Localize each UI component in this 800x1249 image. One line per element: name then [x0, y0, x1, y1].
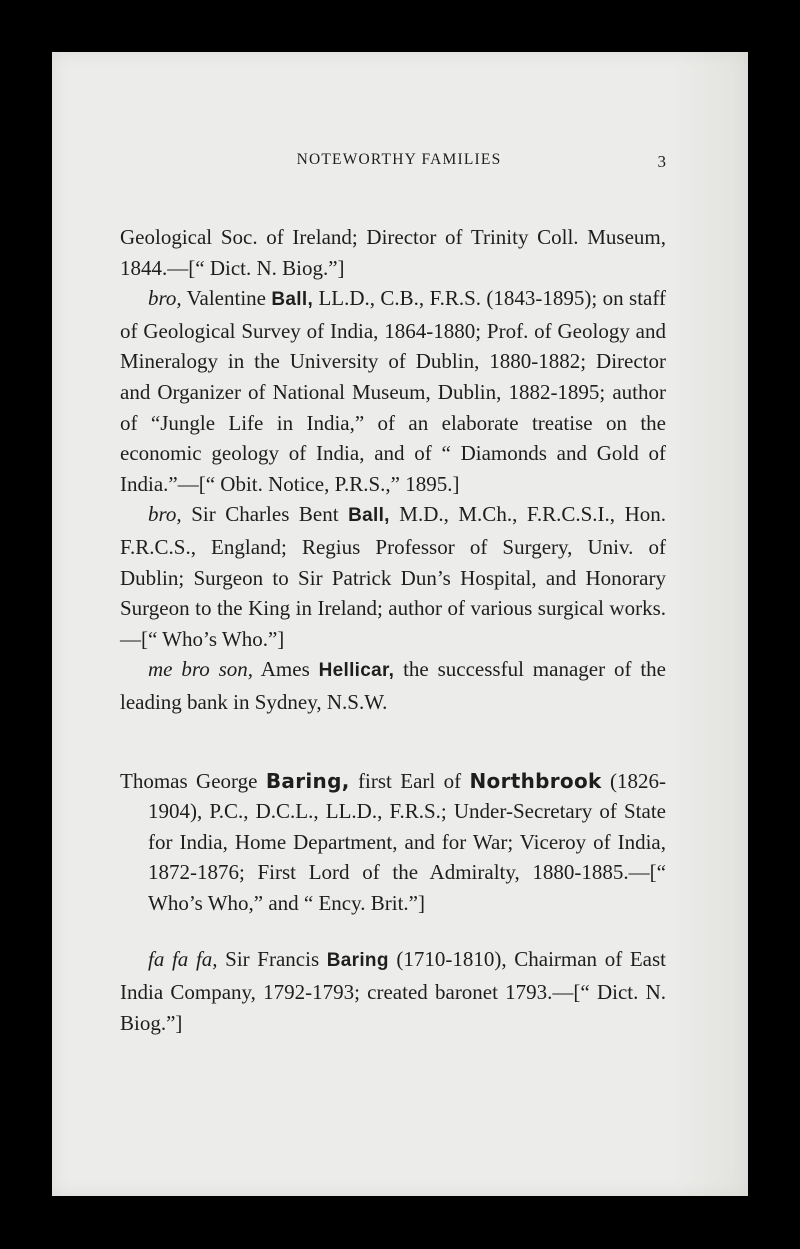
entry-ames-hellicar: me bro son, Ames Hellicar, the successful manager of the leading bank in Sydney, N.S.W. — [120, 657, 666, 714]
relation-label: bro, — [148, 502, 182, 527]
surname: Ball, — [271, 289, 314, 311]
surname: Baring — [326, 950, 389, 972]
surname: Baring, — [265, 768, 350, 793]
body-text — [120, 222, 666, 1038]
page-number: 3 — [657, 152, 666, 171]
entry-continuation: Geological Soc. of Ireland; Director of Trinity Coll. Museum, 1844.—[“ Dict. N. Biog.”] — [120, 225, 666, 280]
surname: Ball, — [348, 505, 390, 527]
running-title: NOTEWORTHY FAMILIES — [296, 151, 502, 168]
page-edge-shadow — [672, 52, 748, 1196]
running-header — [120, 145, 666, 169]
entry-charles-ball: bro, Sir Charles Bent Ball, M.D., M.Ch., F.R.C.S.I., Hon. F.R.C.S., England; Regius Professor of Surgery, Univ. of Dublin; Surgeon to Sir Patrick Dun’s Hospital, and Honorary Surgeon to the King in Ireland; author of various surgical works.—[“ Who’s Who.”] — [120, 502, 666, 651]
book-page — [52, 52, 748, 1196]
entry-thomas-baring: Thomas George Baring, first Earl of Northbrook (1826-1904), P.C., D.C.L., LL.D., F.R.S.; Under-Secretary of State for India, Home Department, and for War; Viceroy of India, 1872-1876; First Lord of the Admiralty, 1880-1885.—[“ Who’s Who,” and “ Ency. Brit.”] — [120, 768, 667, 915]
entry-valentine-ball: bro, Valentine Ball, LL.D., C.B., F.R.S. (1843-1895); on staff of Geological Survey of India, 1864-1880; Prof. of Geology and Mineralogy in the University of Dublin, 1880-1882; Director and Organizer of National Museum, Dublin, 1882-1895; author of “Jungle Life in India,” of an elaborate treatise on the economic geology of India, and of “ Diamonds and Gold of India.”—[“ Obit. Notice, P.R.S.,” 1895.] — [120, 286, 666, 496]
title-name: Northbrook — [469, 768, 602, 793]
relation-label: bro, — [148, 286, 182, 311]
relation-label: fa fa fa, — [148, 947, 218, 972]
relation-label: me bro son, — [148, 657, 254, 682]
entry-francis-baring: fa fa fa, Sir Francis Baring (1710-1810), Chairman of East India Company, 1792-1793; created baronet 1793.—[“ Dict. N. Biog.”] — [120, 947, 666, 1035]
surname: Hellicar, — [318, 660, 395, 682]
